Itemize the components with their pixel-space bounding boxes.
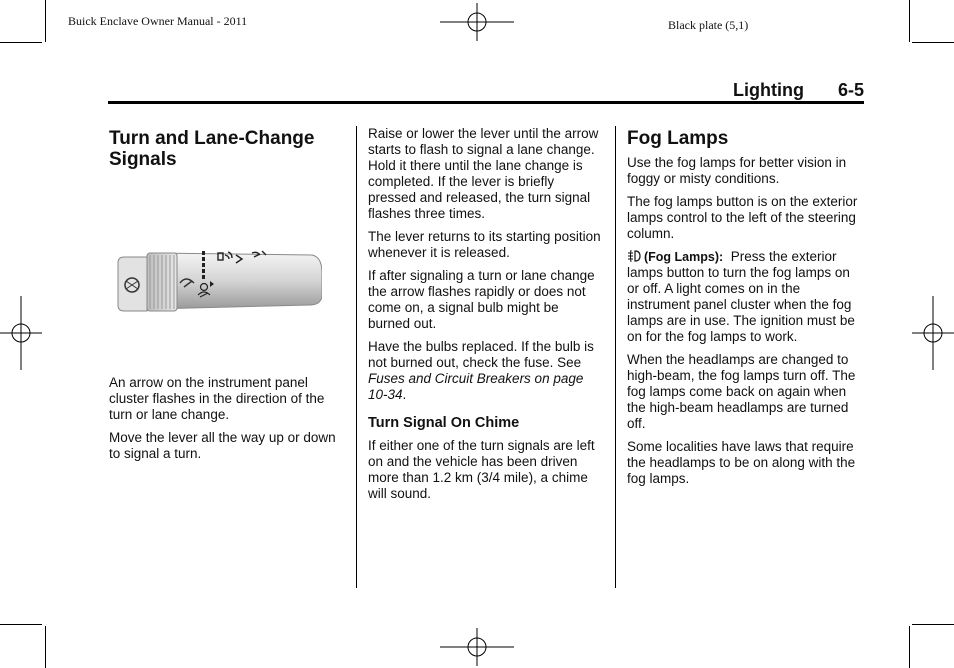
fog-lamps-label: (Fog Lamps):	[644, 250, 724, 264]
paragraph: When the headlamps are changed to high-beam, the fog lamps turn off. The fog lamps come back on again when the high-beam headlamps are turned off.	[627, 352, 856, 431]
paragraph-text: Press the exterior lamps button to turn the fog lamps on or off. A light comes on in the instrument panel cluster when the fog lamps are in use. The ignition must be on for the fog lamps to work.	[627, 249, 855, 344]
registration-target-left	[0, 296, 42, 370]
paragraph	[627, 249, 865, 345]
paragraph: The lever returns to its starting position whenever it is released.	[368, 229, 601, 260]
paragraph-end: .	[402, 387, 407, 402]
registration-target-right	[912, 296, 954, 370]
crop-mark	[912, 42, 954, 43]
column-divider	[356, 126, 357, 588]
paragraph: Raise or lower the lever until the arrow starts to flash to signal a lane change. Hold it there until the lane change is completed. If the lever is briefly pressed and released, the turn signal flashes three times.	[368, 126, 599, 221]
crop-mark	[0, 624, 42, 625]
paragraph: An arrow on the instrument panel cluster flashes in the direction of the turn or lane change.	[109, 375, 325, 422]
manual-title: Buick Enclave Owner Manual - 2011	[68, 14, 248, 28]
plate-label: Black plate (5,1)	[668, 18, 749, 32]
turn-signal-lever-illustration	[112, 243, 322, 343]
crop-mark	[909, 626, 910, 668]
column-2	[368, 126, 604, 509]
crop-mark	[0, 42, 42, 43]
registration-target-bottom	[440, 628, 514, 666]
section-title: Lighting	[733, 80, 804, 100]
crop-mark	[912, 624, 954, 625]
paragraph	[368, 339, 604, 403]
column-3	[627, 126, 865, 494]
header-rule	[108, 101, 864, 104]
registration-target-top	[440, 3, 514, 41]
paragraph: If after signaling a turn or lane change the arrow flashes rapidly or does not come on, a signal bulb might be burned out.	[368, 268, 595, 331]
fog-lamp-icon	[627, 249, 641, 263]
heading-fog-lamps: Fog Lamps	[627, 128, 729, 149]
subheading-turn-signal-chime: Turn Signal On Chime	[368, 415, 520, 431]
paragraph-text: Have the bulbs replaced. If the bulb is not burned out, check the fuse. See	[368, 339, 594, 370]
crop-mark	[45, 0, 46, 42]
paragraph: If either one of the turn signals are left on and the vehicle has been driven more than 1.2 km (3/4 mile), a chime will sound.	[368, 438, 595, 501]
paragraph: Some localities have laws that require the headlamps to be on along with the fog lamps.	[627, 439, 856, 486]
paragraph: The fog lamps button is on the exterior lamps control to the left of the steering column.	[627, 194, 858, 241]
page-number: 6-5	[837, 80, 864, 100]
cross-reference-link[interactable]: Fuses and Circuit Breakers on page 10-34	[368, 371, 584, 402]
crop-mark	[45, 626, 46, 668]
heading-turn-signals: Turn and Lane-Change Signals	[109, 128, 315, 170]
column-1	[109, 126, 345, 469]
column-divider	[615, 126, 616, 588]
paragraph: Move the lever all the way up or down to signal a turn.	[109, 430, 336, 461]
crop-mark	[909, 0, 910, 42]
paragraph: Use the fog lamps for better vision in foggy or misty conditions.	[627, 155, 847, 186]
